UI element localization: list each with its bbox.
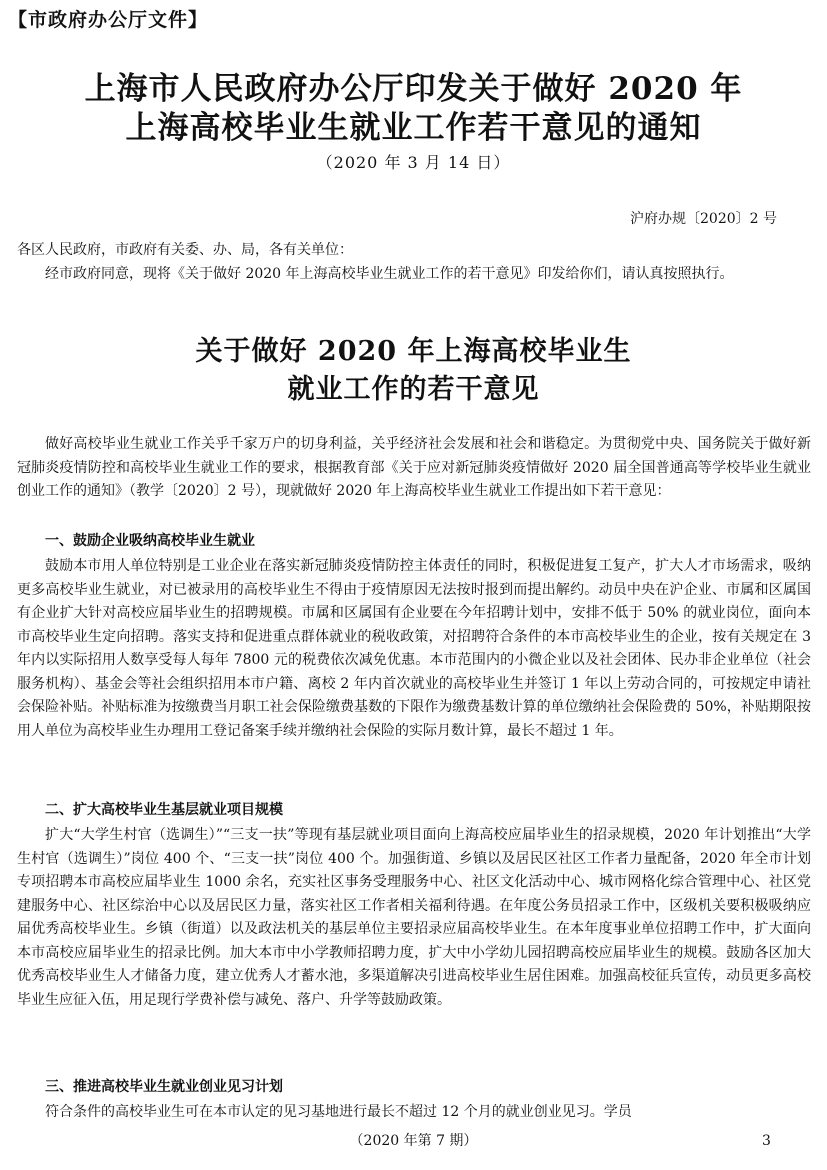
section-3-paragraph: 符合条件的高校毕业生可在本市认定的见习基地进行最长不超过 12 个月的就业创业见习。学员 [45, 1104, 632, 1120]
notice-title-line-2: 上海高校毕业生就业工作若干意见的通知 [125, 110, 702, 146]
section-1-paragraph: 鼓励本市用人单位特别是工业企业在落实新冠肺炎疫情防控主体责任的同时，积极促进复工复产，扩大人才市场需求，吸纳更多高校毕业生就业，对已被录用的高校毕业生不得由于疫情原因无法按时报到而提出解约。动员中央在沪企业、市属和区属国有企业扩大针对高校应届毕业生的招聘规模。市属和区属国有企业要在今年招聘计划中，安排不低于 50% 的就业岗位，面向本市高校毕业生定向招聘。落实支持和促进重点群体就业的税收政策，对招聘符合条件的本市高校毕业生的企业，按有关规定在 3 年内以实际招用人数享受每人每年 7800 元的税费依次减免优惠。本市范围内的小微企业以及社会团体、民办非企业单位（社会服务机构）、基金会等社会组织招用本市户籍、离校 2 年内首次就业的高校毕业生并签订 1 年以上劳动合同的，可按规定申请社会保险补贴。补贴标准为按缴费当月职工社会保险缴费基数的下限作为缴费基数计算的单位缴纳社会保险费的 50%，补贴期限按用人单位为高校毕业生办理用工登记备案手续并缴纳社会保险的实际月数计算，最长不超过 1 年。 [17, 558, 811, 739]
notice-body: 经市政府同意，现将《关于做好 2020 年上海高校毕业生就业工作的若干意见》印发给你们，请认真按照执行。 [45, 266, 734, 282]
section-1-heading: 一、鼓励企业吸纳高校毕业生就业 [45, 533, 255, 549]
document-category-tag: 【市政府办公厅文件】 [8, 9, 209, 31]
opinions-title-line-1: 关于做好 2020 年上海高校毕业生 [195, 336, 632, 367]
footer-issue-label: （2020 年第 7 期） [349, 1133, 478, 1149]
notice-title-line-1: 上海市人民政府办公厅印发关于做好 2020 年 [84, 71, 743, 107]
document-number: 沪府办规〔2020〕2 号 [630, 211, 777, 227]
opinions-intro-paragraph: 做好高校毕业生就业工作关乎千家万户的切身利益，关乎经济社会发展和社会和谐稳定。为贯彻党中央、国务院关于做好新冠肺炎疫情防控和高校毕业生就业工作的要求，根据教育部《关于应对新冠肺炎疫情做好 2020 届全国普通高等学校毕业生就业创业工作的通知》（教学〔2020〕2 号），现就做好 2020 年上海高校毕业生就业工作提出如下若干意见： [17, 436, 811, 499]
section-2-paragraph: 扩大“大学生村官（选调生）”“三支一扶”等现有基层就业项目面向上海高校应届毕业生的招录规模，2020 年计划推出“大学生村官（选调生）”岗位 400 个、“三支一扶”岗位 400 个。加强街道、乡镇以及居民区社区工作者力量配备，2020 年全市计划专项招聘本市高校应届毕业生 1000 余名，充实社区事务受理服务中心、社区文化活动中心、城市网格化综合管理中心、社区党建服务中心、社区综治中心以及居民区力量，落实社区工作者相关福利待遇。在年度公务员招录工作中，区级机关要积极吸纳应届优秀高校毕业生。乡镇（街道）以及政法机关的基层单位主要招录应届高校毕业生。在本年度事业单位招聘工作中，扩大面向本市高校应届毕业生的招录比例。加大本市中小学教师招聘力度，扩大中小学幼儿园招聘高校应届毕业生的规模。鼓励各区加大优秀高校毕业生人才储备力度，建立优秀人才蓄水池，多渠道解决引进高校毕业生居住困难。加强高校征兵宣传，动员更多高校毕业生应征入伍，用足现行学费补偿与减免、落户、升学等鼓励政策。 [17, 827, 811, 1008]
section-3-heading: 三、推进高校毕业生就业创业见习计划 [45, 1079, 283, 1095]
section-2-heading: 二、扩大高校毕业生基层就业项目规模 [45, 802, 283, 818]
notice-addressee: 各区人民政府，市政府有关委、办、局，各有关单位： [17, 242, 353, 258]
page-number: 3 [762, 1133, 771, 1149]
notice-date: （2020 年 3 月 14 日） [316, 153, 511, 172]
opinions-title-line-2: 就业工作的若干意见 [287, 374, 540, 405]
